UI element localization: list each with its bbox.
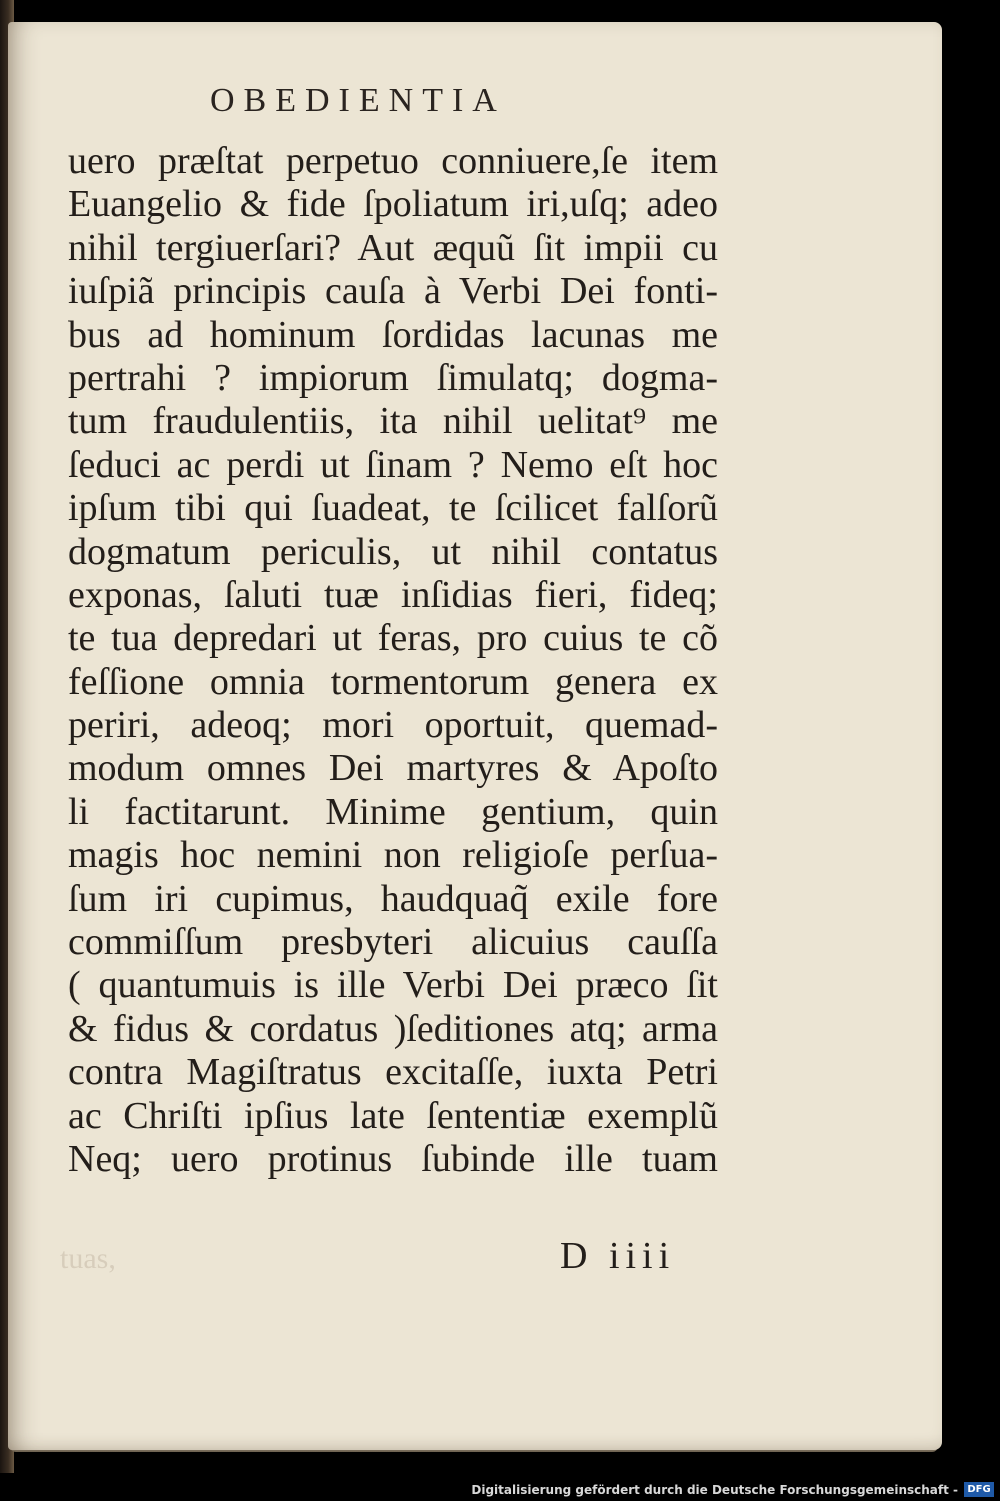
- text-line: & fidus & cordatus )ſeditiones atq; arma: [68, 1007, 718, 1050]
- text-line: commiſſum presbyteri alicuius cauſſa: [68, 921, 718, 964]
- text-line: magis hoc nemini non religioſe perſua-: [68, 834, 718, 877]
- dfg-logo-icon: DFG: [964, 1482, 994, 1497]
- text-line: periri, adeoq; mori oportuit, quemad-: [68, 704, 718, 747]
- text-line: tum fraudulentiis, ita nihil uelitat⁹ me: [68, 400, 718, 443]
- show-through-text: tuas,: [60, 1242, 116, 1275]
- text-line: uero præſtat perpetuo conniuere,ſe item: [68, 140, 718, 182]
- text-line: Euangelio & fide ſpoliatum iri,uſq; adeo: [68, 183, 718, 226]
- text-line: exponas, ſaluti tuæ inſidias fieri, fideq;: [68, 573, 718, 616]
- signature-mark: D iiii: [560, 1235, 676, 1277]
- text-line: ipſum tibi qui ſuadeat, te ſcilicet falſorũ: [68, 487, 718, 530]
- text-line: nihil tergiuerſari? Aut æquũ ſit impii cu: [68, 226, 718, 269]
- text-line: contra Magiſtratus excitaſſe, iuxta Petri: [68, 1051, 718, 1094]
- funding-credit: Digitalisierung gefördert durch die Deutsche Forschungsgemeinschaft -: [471, 1483, 958, 1497]
- text-line: te tua depredari ut feras, pro cuius te cõ: [68, 617, 718, 660]
- text-line: pertrahi ? impiorum ſimulatq; dogma-: [68, 356, 718, 399]
- text-line: ſum iri cupimus, haudquaq̃ exile fore: [68, 877, 718, 920]
- text-line: ( quantumuis is ille Verbi Dei præco ſit: [68, 964, 718, 1007]
- text-line: feſſione omnia tormentorum genera ex: [68, 660, 718, 703]
- text-line: ſeduci ac perdi ut ſinam ? Nemo eſt hoc: [68, 443, 718, 486]
- text-line: li factitarunt. Minime gentium, quin: [68, 790, 718, 833]
- text-line: dogmatum periculis, ut nihil contatus: [68, 530, 718, 573]
- footer-bar: [0, 1473, 1000, 1501]
- text-line: bus ad hominum ſordidas lacunas me: [68, 313, 718, 356]
- text-line: Neq; uero protinus ſubinde ille tuam: [68, 1137, 718, 1180]
- running-head: OBEDIENTIA: [210, 82, 506, 119]
- text-line: ac Chriſti ipſius late ſententiæ exemplũ: [68, 1094, 718, 1137]
- text-line: iuſpiã principis cauſa à Verbi Dei fonti-: [68, 270, 718, 313]
- text-line: modum omnes Dei martyres & Apoſto: [68, 747, 718, 790]
- body-text: [68, 140, 718, 1181]
